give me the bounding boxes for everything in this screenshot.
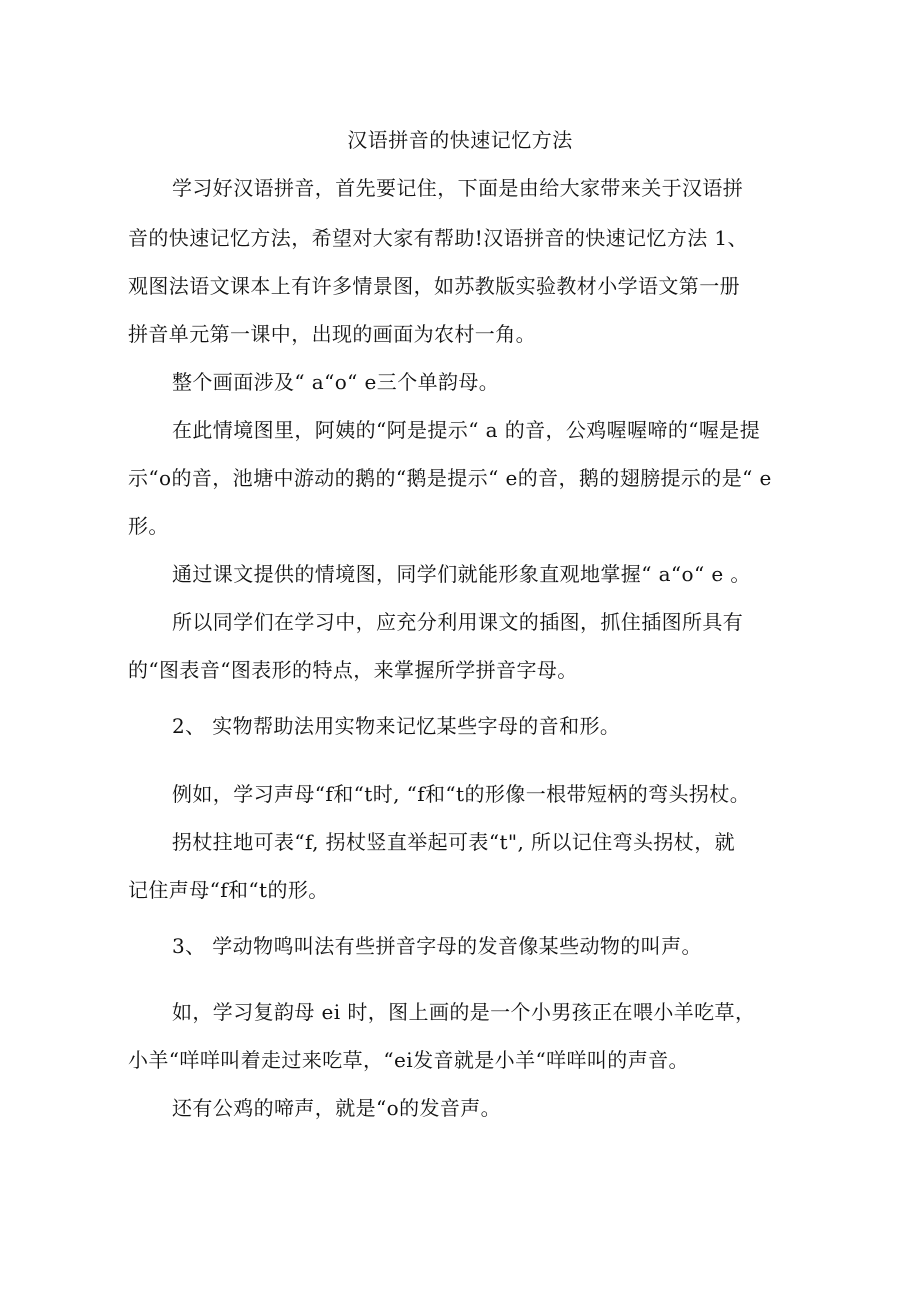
paragraph-line: 学习好汉语拼音，首先要记住，下面是由给大家带来关于汉语拼 xyxy=(172,176,744,200)
paragraph-line: 在此情境图里，阿姨的“阿是提示“ a 的音，公鸡喔喔啼的“喔是提 xyxy=(172,418,761,442)
paragraph-line: 拼音单元第一课中，出现的画面为农村一角。 xyxy=(128,322,536,346)
paragraph-line: 音的快速记忆方法，希望对大家有帮助!汉语拼音的快速记忆方法 1、 xyxy=(128,226,748,250)
paragraph-line: 拐杖拄地可表“f, 拐杖竖直举起可表“t", 所以记住弯头拐杖，就 xyxy=(172,830,736,854)
paragraph-line: 示“o的音，池塘中游动的鹅的“鹅是提示“ e的音，鹅的翅膀提示的是“ e xyxy=(128,466,772,490)
paragraph-line: 小羊“咩咩叫着走过来吃草，“ei发音就是小羊“咩咩叫的声音。 xyxy=(128,1048,689,1072)
paragraph-line: 通过课文提供的情境图，同学们就能形象直观地掌握“ a“o“ e 。 xyxy=(172,562,751,586)
paragraph-line: 记住声母“f和“t的形。 xyxy=(128,878,329,902)
paragraph-line: 的“图表音“图表形的特点，来掌握所学拼音字母。 xyxy=(128,658,578,682)
paragraph-line: 整个画面涉及“ a“o“ e三个单韵母。 xyxy=(172,370,500,394)
paragraph-line: 观图法语文课本上有许多情景图，如苏教版实验教材小学语文第一册 xyxy=(128,274,740,298)
document-title: 汉语拼音的快速记忆方法 xyxy=(347,128,573,152)
paragraph-line: 所以同学们在学习中，应充分利用课文的插图，抓住插图所具有 xyxy=(172,610,744,634)
section-heading-2: 2、 实物帮助法用实物来记忆某些字母的音和形。 xyxy=(172,714,621,738)
paragraph-line: 如，学习复韵母 ei 时，图上画的是一个小男孩正在喂小羊吃草， xyxy=(172,1000,756,1024)
paragraph-line: 例如，学习声母“f和“t时, “f和“t的形像一根带短柄的弯头拐杖。 xyxy=(172,782,751,806)
section-heading-3: 3、 学动物鸣叫法有些拼音字母的发音像某些动物的叫声。 xyxy=(172,934,702,958)
paragraph-line: 还有公鸡的啼声，就是“o的发音声。 xyxy=(172,1096,502,1120)
paragraph-line: 形。 xyxy=(128,514,169,538)
